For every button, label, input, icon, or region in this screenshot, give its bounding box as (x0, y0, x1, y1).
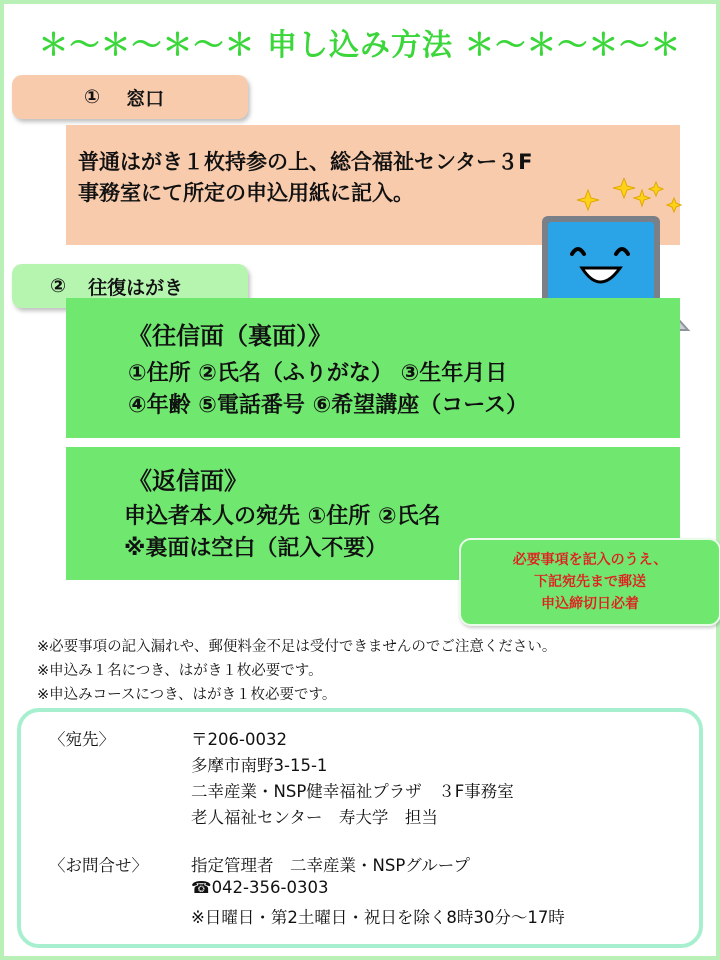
address-label: 〈宛先〉 (49, 730, 115, 749)
note-item: ※申込みコースにつき、はがき１枚必要です。 (37, 687, 337, 703)
address-street: 多摩市南野3-15-1 (191, 756, 328, 775)
postal-code: 〒206-0032 (191, 730, 287, 749)
telephone-icon: ☎ (191, 878, 212, 897)
notice-line: 申込締切日必着 (541, 596, 639, 612)
reply-line: ※裏面は空白（記入不要） (124, 536, 388, 561)
notice-line: 下記宛先まで郵送 (534, 574, 646, 590)
contact-phone: 042-356-0303 (211, 878, 329, 897)
notice-line: 必要事項を記入のうえ、 (512, 552, 668, 568)
note-item: ※申込み１名につき、はがき１枚必要です。 (37, 663, 323, 679)
address-box (17, 708, 703, 948)
outgoing-line: ④年齢 ⑤電話番号 ⑥希望講座（コース） (128, 393, 529, 418)
address-recipient: 老人福祉センター 寿大学 担当 (191, 808, 438, 827)
section-tab-counter (12, 75, 248, 119)
notes-list (37, 635, 556, 707)
section-number: ① (84, 86, 101, 108)
outgoing-side-box (66, 298, 680, 438)
instruction-line: 事務室にて所定の申込用紙に記入。 (78, 181, 414, 205)
section-number: ② (50, 275, 67, 297)
contact-manager: 指定管理者 二幸産業・NSPグループ (191, 856, 470, 875)
page-title: ＊～＊～＊～＊ 申し込み方法 ＊～＊～＊～＊ (38, 28, 682, 63)
outgoing-heading: 《往信面（裏面）》 (128, 322, 332, 350)
reply-heading: 《返信面》 (128, 467, 248, 495)
section-label: 往復はがき (88, 276, 184, 299)
contact-label: 〈お問合せ〉 (49, 856, 148, 875)
outgoing-line: ①住所 ②氏名（ふりがな） ③生年月日 (128, 361, 508, 386)
section-label: 窓口 (126, 87, 165, 110)
sparkle-icon (577, 178, 681, 212)
note-item: ※必要事項の記入漏れや、郵便料金不足は受付できませんのでご注意ください。 (37, 639, 557, 655)
address-facility: 二幸産業・NSP健幸福祉プラザ ３F事務室 (191, 782, 514, 801)
instruction-line: 普通はがき１枚持参の上、総合福祉センター３F (78, 150, 533, 174)
mailing-notice-callout (459, 538, 720, 626)
contact-hours: ※日曜日・第2土曜日・祝日を除く8時30分～17時 (191, 908, 565, 927)
reply-line: 申込者本人の宛先 ①住所 ②氏名 (124, 504, 441, 529)
contact-phone-row (191, 878, 328, 897)
